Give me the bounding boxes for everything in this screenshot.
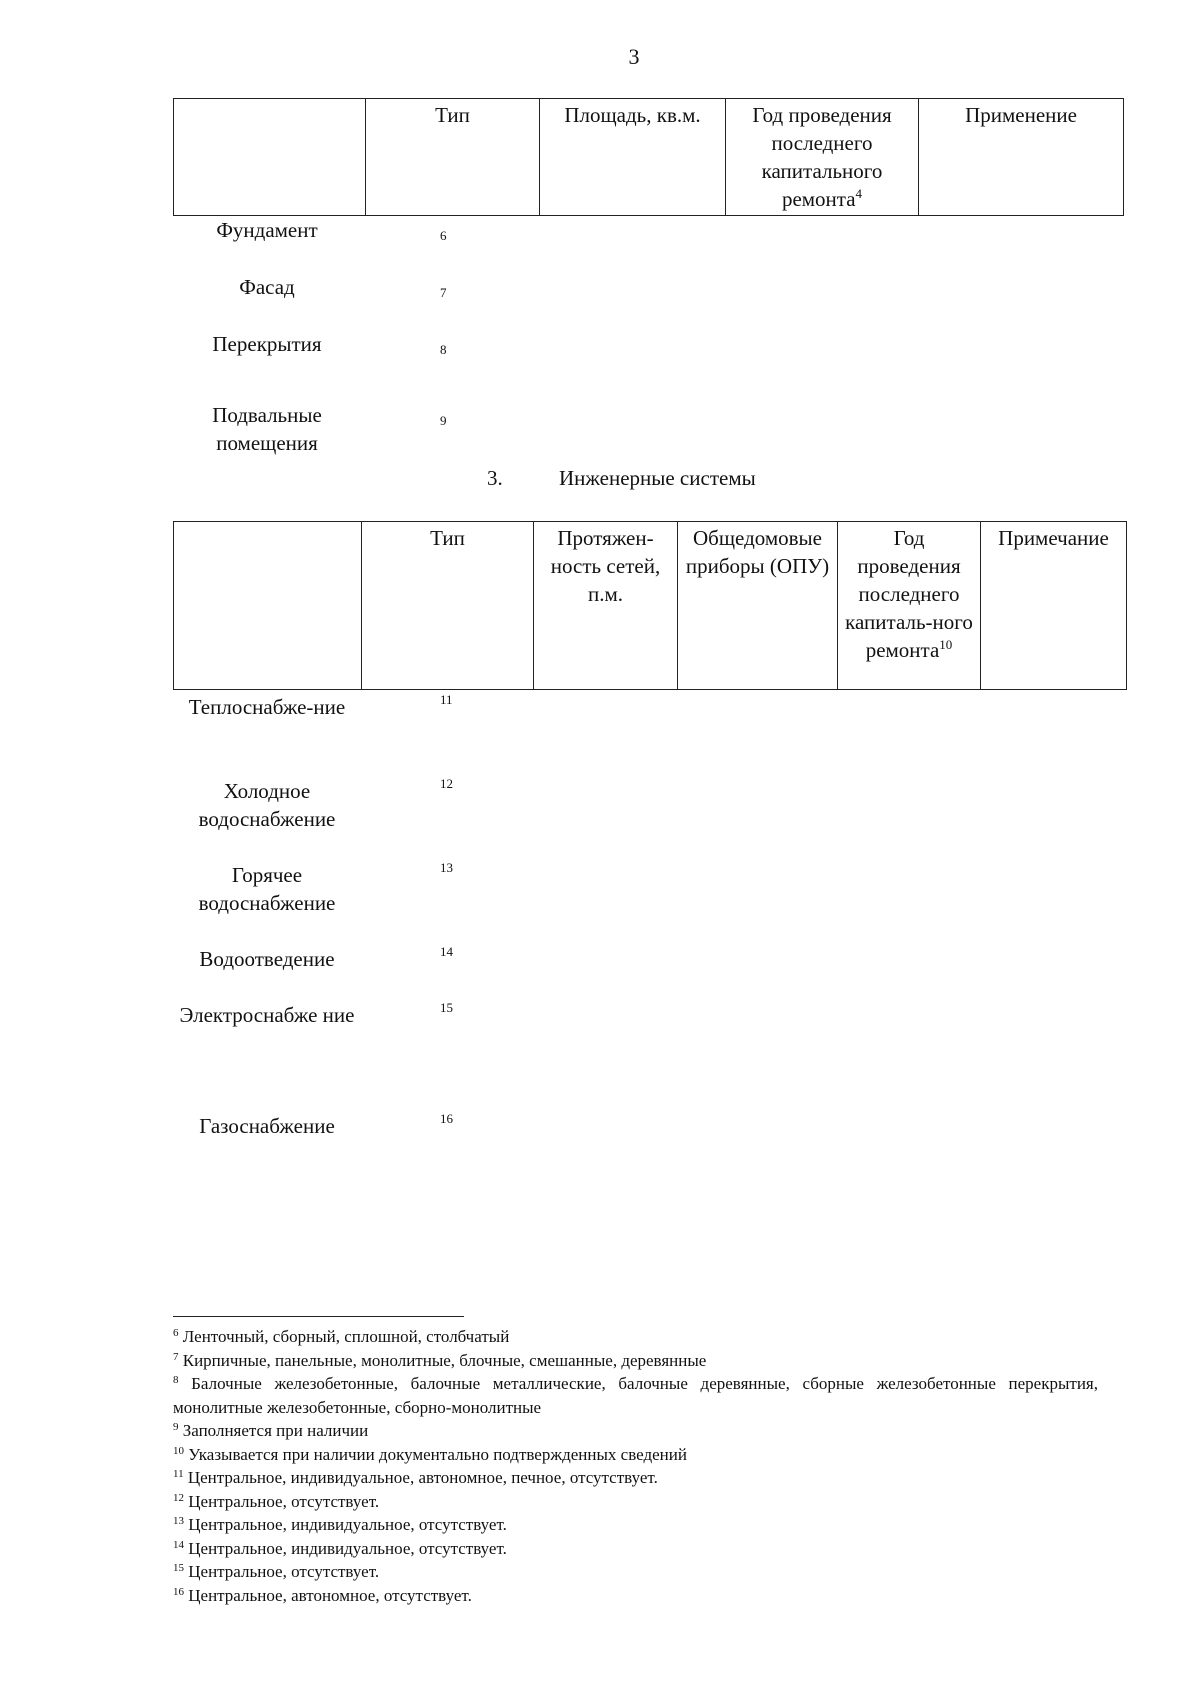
header-cell-empty	[174, 99, 366, 216]
row-label-cold-water: Холодное водоснабжение	[198, 779, 336, 831]
row-marker: 11	[440, 692, 453, 707]
footnote-ref: 10	[939, 637, 953, 652]
header-cell-type: Тип	[366, 99, 540, 216]
row-marker: 7	[440, 285, 447, 300]
footnote: $^{10}$ Указывается при наличии документально подтвержденных сведений	[173, 1444, 687, 1464]
row-label-floors: Перекрытия	[212, 332, 322, 356]
row-marker: 8	[440, 342, 447, 357]
footnote: $^{15}$ Центральное, отсутствует.	[173, 1562, 380, 1581]
footnote: $^{11}$ Центральное, индивидуальное, автономное, печное, отсутствует.	[173, 1468, 658, 1487]
row-marker: 9	[440, 413, 447, 428]
row-label-heating: Теплоснабже-ние	[188, 695, 346, 719]
row-marker: 16	[440, 1111, 453, 1126]
row-label-electricity: Электроснабже ние	[179, 1003, 355, 1027]
row-marker: 13	[440, 860, 453, 875]
footnote: $^{14}$ Центральное, индивидуальное, отсутствует.	[173, 1538, 507, 1558]
row-marker: 14	[440, 944, 453, 959]
row-label-drainage: Водоотведение	[199, 947, 335, 971]
footnote: $^9$ Заполняется при наличии	[173, 1421, 369, 1440]
footnotes	[173, 1325, 1098, 1607]
header-cell-note: Примечание	[981, 522, 1127, 690]
footnote-separator	[173, 1316, 464, 1317]
header-cell-application: Применение	[919, 99, 1124, 216]
section-title: Инженерные системы	[559, 466, 756, 490]
row-label-gas: Газоснабжение	[199, 1114, 335, 1138]
footnote: $^6$ Ленточный, сборный, сплошной, столбчатый	[173, 1327, 510, 1346]
row-marker: 6	[440, 228, 447, 243]
header-cell-meters: Общедомовые приборы (ОПУ)	[678, 522, 838, 690]
header-cell-area: Площадь, кв.м.	[540, 99, 726, 216]
structure-table	[173, 98, 1124, 216]
row-label-basement: Подвальные помещения	[212, 403, 322, 455]
header-cell-repair-year	[726, 99, 919, 216]
header-cell-repair-year-text: Год проведения последнего капиталь-ного ремонта	[845, 526, 973, 662]
footnote: $^{13}$ Центральное, индивидуальное, отсутствует.	[173, 1515, 507, 1534]
header-cell-type: Тип	[362, 522, 534, 690]
section-number: 3.	[487, 466, 503, 490]
header-cell-network-length: Протяжен-ность сетей, п.м.	[534, 522, 678, 690]
row-label-foundation: Фундамент	[216, 218, 318, 242]
header-cell-repair-year	[838, 522, 981, 690]
page-number: 3	[628, 44, 640, 69]
footnote: $^{16}$ Центральное, автономное, отсутствует.	[173, 1585, 472, 1605]
engineering-systems-table	[173, 521, 1127, 690]
row-label-facade: Фасад	[239, 275, 295, 299]
footnote: $^7$ Кирпичные, панельные, монолитные, блочные, смешанные, деревянные	[173, 1350, 707, 1370]
header-cell-empty	[174, 522, 362, 690]
footnote: $^8$ Балочные железобетонные, балочные металлические, балочные деревянные, сборные железобетонные перекрытия, монолитные железобетонные, сборно-монолитные	[173, 1374, 1098, 1417]
row-marker: 12	[440, 776, 453, 791]
row-label-hot-water: Горячее водоснабжение	[198, 863, 336, 915]
footnote-ref: 4	[855, 186, 863, 201]
footnote: $^{12}$ Центральное, отсутствует.	[173, 1491, 380, 1511]
header-cell-repair-year-text: Год проведения последнего капитального ремонта	[752, 103, 892, 211]
row-marker: 15	[440, 1000, 453, 1015]
